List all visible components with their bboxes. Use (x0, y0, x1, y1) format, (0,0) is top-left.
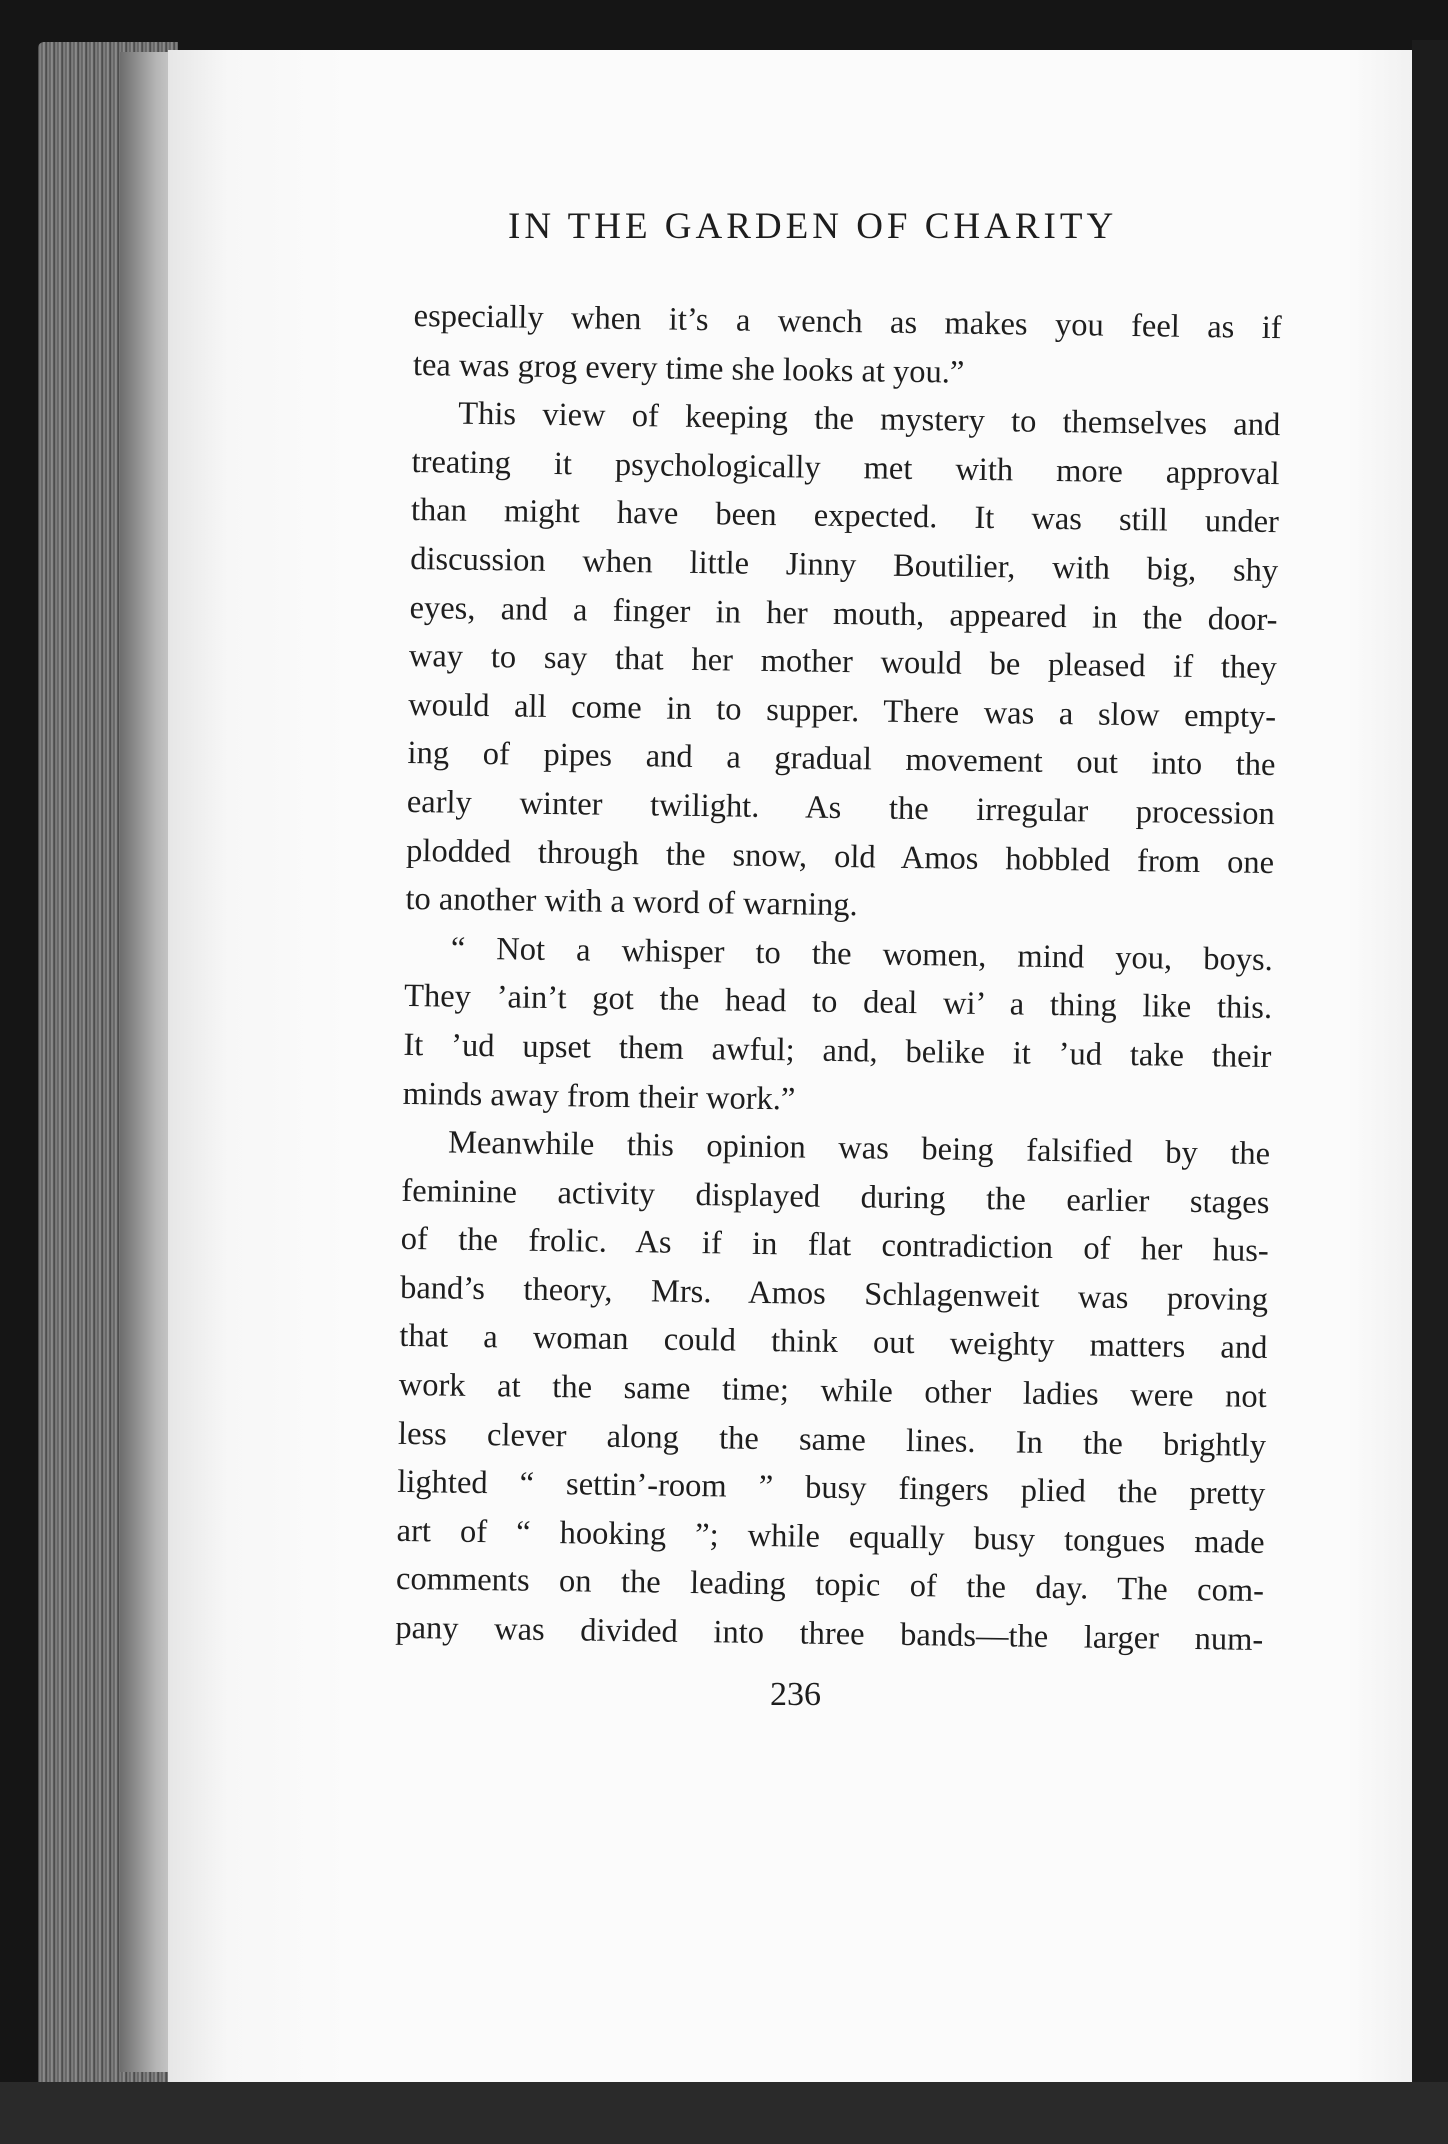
text-line: lighted “ settin’-room ” busy fingers plied the pretty (397, 1464, 1266, 1513)
page-number: 236 (770, 1676, 821, 1713)
text-line: early winter twilight. As the irregular procession (406, 783, 1276, 833)
text-line: minds away from their work.” (402, 1075, 796, 1117)
text-line: than might have been expected. It was still under (410, 492, 1280, 541)
text-line: eyes, and a finger in her mouth, appeared in the door- (409, 589, 1278, 638)
text-line: treating it psychologically met with more approval (411, 443, 1280, 492)
right-background (1412, 40, 1448, 2100)
text-line: ing of pipes and a gradual movement out into the (407, 735, 1276, 784)
text-line: plodded through the snow, old Amos hobbled from one (405, 832, 1275, 881)
text-line: way to say that her mother would be pleased if they (408, 638, 1278, 687)
text-line: art of “ hooking ”; while equally busy tongues made (396, 1512, 1265, 1561)
text-line: less clever along the same lines. In the brightly (397, 1415, 1267, 1464)
text-line: would all come in to supper. There was a slow empty- (407, 686, 1277, 735)
text-line: tea was grog every time she looks at you.” (412, 346, 965, 391)
text-line: that a woman could think out weighty matters and (399, 1318, 1268, 1367)
text-line: feminine activity displayed during the earlier stages (401, 1172, 1270, 1221)
text-line: pany was divided into three bands—the larger num- (395, 1609, 1264, 1659)
text-line: to another with a word of warning. (405, 881, 858, 924)
text-line: This view of keeping the mystery to themselves and (458, 395, 1281, 444)
text-line: Meanwhile this opinion was being falsified by the (447, 1124, 1271, 1173)
text-line: of the frolic. As if in flat contradiction of her hus- (400, 1221, 1269, 1270)
text-line: comments on the leading topic of the day. The com- (395, 1561, 1265, 1610)
running-head: IN THE GARDEN OF CHARITY (508, 206, 1118, 247)
body-text (395, 292, 1282, 1665)
text-line: discussion when little Jinny Boutilier, with big, shy (410, 540, 1279, 590)
text-line: work at the same time; while other ladies were not (398, 1366, 1267, 1416)
text-line: It ’ud upset them awful; and, belike it ’ud take their (403, 1026, 1272, 1075)
bottom-background (0, 2082, 1448, 2144)
text-line: band’s theory, Mrs. Amos Schlagenweit was proving (399, 1269, 1269, 1318)
text-line: They ’ain’t got the head to deal wi’ a thing like this. (403, 978, 1273, 1027)
text-line: “ Not a whisper to the women, mind you, boys. (450, 930, 1274, 978)
text-line: especially when it’s a wench as makes you feel as if (413, 297, 1282, 347)
